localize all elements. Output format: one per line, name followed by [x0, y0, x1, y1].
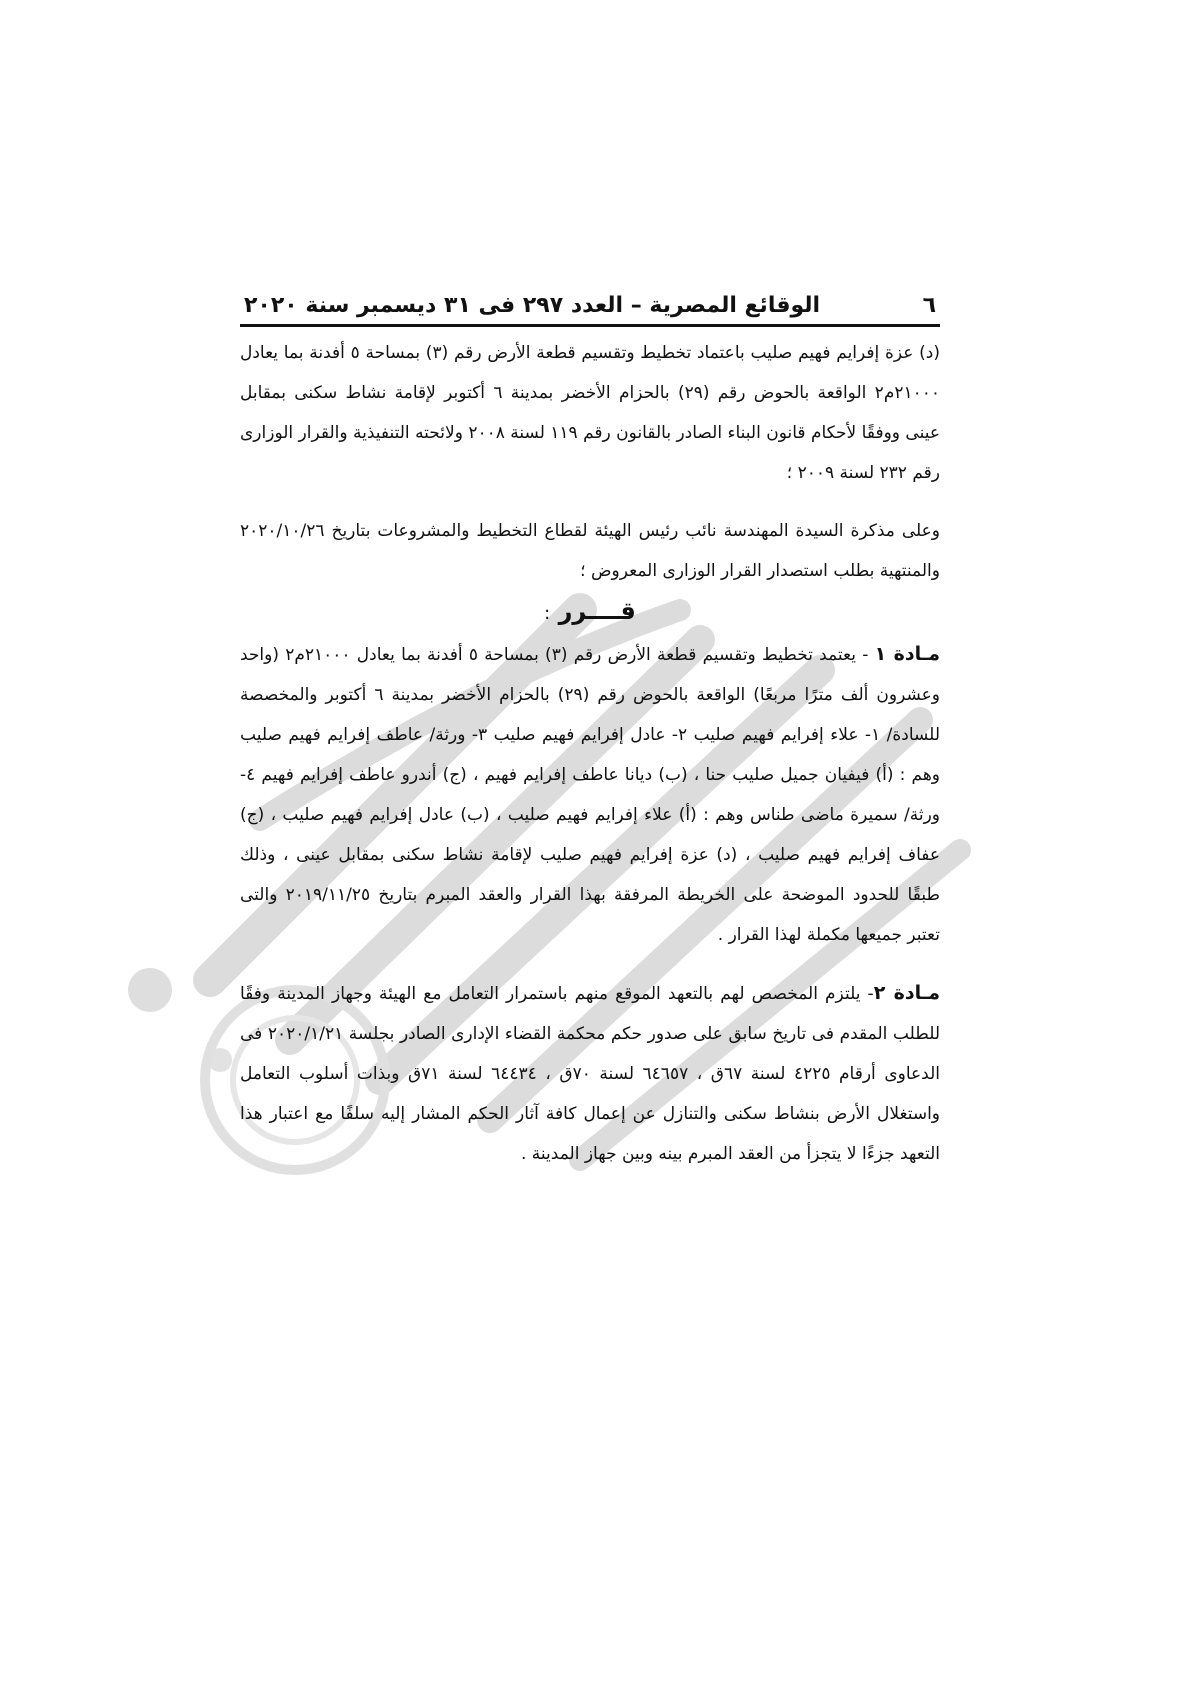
gazette-page	[240, 272, 940, 1174]
page-number: ٦	[922, 293, 936, 318]
paragraph-memo: وعلى مذكرة السيدة المهندسة نائب رئيس الهيئة لقطاع التخطيط والمشروعات بتاريخ ٢٠٢٠/١٠/٢٦ والمنتهية بطلب استصدار القرار الوزارى المعروض ؛	[240, 521, 940, 581]
decree-heading	[240, 591, 940, 634]
article-1-label: مـادة ١	[874, 643, 940, 665]
paragraph-preamble-d: (د) عزة إفرايم فهيم صليب باعتماد تخطيط وتقسيم قطعة الأرض رقم (٣) بمساحة ٥ أفدنة بما يعادل ٢١٠٠٠م٢ الواقعة بالحوض رقم (٢٩) بالحزام الأخضر بمدينة ٦ أكتوبر لإقامة نشاط سكنى بمقابل عينى ووفقًا لأحكام قانون البناء الصادر بالقانون رقم ١١٩ لسنة ٢٠٠٨ ولائحته التنفيذية والقرار الوزارى رقم ٢٣٢ لسنة ٢٠٠٩ ؛	[240, 343, 941, 483]
page-header	[240, 272, 940, 327]
page-body	[240, 333, 940, 1174]
decree-word: قــــرر	[558, 597, 636, 625]
article-2-text: - يلتزم المخصص لهم بالتعهد الموقع منهم باستمرار التعامل مع الهيئة وجهاز المدينة وفقًا للطلب المقدم فى تاريخ سابق على صدور حكم محكمة القضاء الإدارى الصادر بجلسة ٢٠٢٠/١/٢١ فى الدعاوى أرقام ٤٢٢٥ لسنة ٦٧ق ، ٦٤٦٥٧ لسنة ٧٠ق ، ٦٤٤٣٤ لسنة ٧١ق وبذات أسلوب التعامل واستغلال الأرض بنشاط سكنى والتنازل عن إعمال كافة آثار الحكم المشار إليه سلفًا مع اعتبار هذا التعهد جزءًا لا يتجزأ من العقد المبرم بينه وبين جهاز المدينة .	[240, 984, 940, 1164]
article-1	[240, 634, 940, 955]
article-1-text: - يعتمد تخطيط وتقسيم قطعة الأرض رقم (٣) بمساحة ٥ أفدنة بما يعادل ٢١٠٠٠م٢ (واحد وعشرون ألف مترًا مربعًا) الواقعة بالحوض رقم (٢٩) بالحزام الأخضر بمدينة ٦ أكتوبر والمخصصة للسادة/ ١- علاء إفرايم فهيم صليب ٢- عادل إفرايم فهيم صليب ٣- ورثة/ عاطف إفرايم فهيم صليب وهم : (أ) فيفيان جميل صليب حنا ، (ب) ديانا عاطف إفرايم فهيم ، (ج) أندرو عاطف إفرايم فهيم ٤- ورثة/ سميرة ماضى طناس وهم : (أ) علاء إفرايم فهيم صليب ، (ب) عادل إفرايم فهيم صليب ، (ج) عفاف إفرايم فهيم صليب ، (د) عزة إفرايم فهيم صليب لإقامة نشاط سكنى بمقابل عينى ، وذلك طبقًا للحدود الموضحة على الخريطة المرفقة بهذا القرار والعقد المبرم بتاريخ ٢٠١٩/١١/٢٥ والتى تعتبر جميعها مكملة لهذا القرار .	[240, 645, 940, 945]
decree-colon: :	[544, 603, 551, 624]
article-2	[240, 973, 940, 1174]
article-2-label: مـادة ٢	[873, 982, 940, 1004]
gazette-title: الوقائع المصرية – العدد ٢٩٧ فى ٣١ ديسمبر سنة ٢٠٢٠	[244, 293, 821, 318]
